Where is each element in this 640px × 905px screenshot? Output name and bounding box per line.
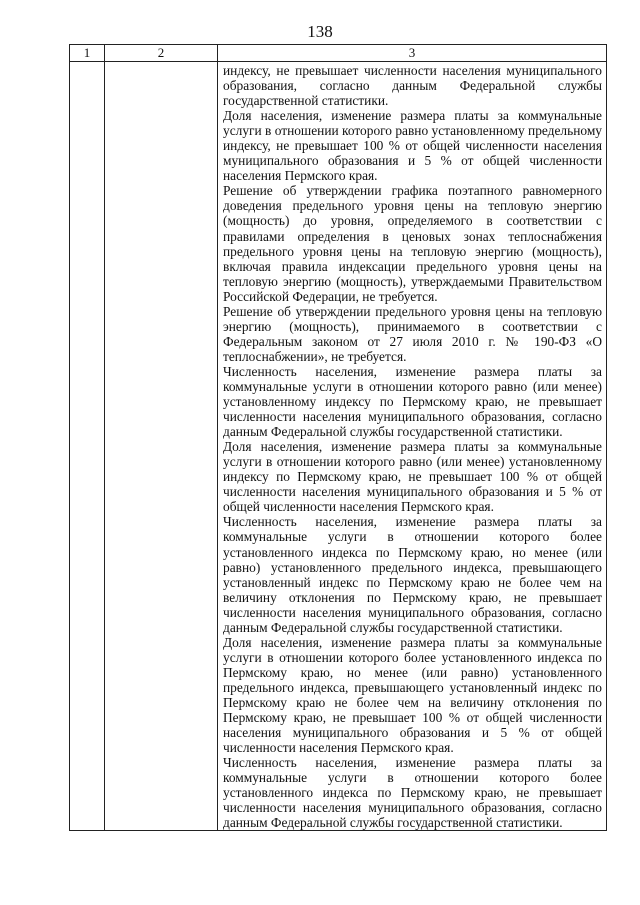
paragraph: Доля населения, изменение размера платы за коммунальные услуги в отношении которого равно установленному предельному индексу, не превышает 100 % от общей численности населения муниципального образования и 5 % от общей численности населения Пермского края.	[223, 108, 602, 184]
table-cell-col3	[218, 62, 607, 831]
paragraph: Доля населения, изменение размера платы за коммунальные услуги в отношении которого равно (или менее) установленному индексу по Пермскому краю, не превышает 100 % от общей численности населения муниципального образования и 5 % от общей численности населения Пермского края.	[223, 439, 602, 515]
table-cell-col1	[70, 62, 105, 831]
page-number: 138	[307, 22, 333, 41]
paragraph: Численность населения, изменение размера платы за коммунальные услуги в отношении которого равно (или менее) установленному индексу по Пермскому краю, не превышает численности населения муниципального образования, согласно данным Федеральной службы государственной статистики.	[223, 363, 602, 440]
column-header-1: 1	[70, 45, 105, 62]
document-table	[69, 44, 607, 831]
table-cell-col2	[105, 62, 218, 831]
paragraph: Решение об утверждении графика поэтапного равномерного доведения предельного уровня цены на тепловую энергию (мощность) до уровня, определяемого в соответствии с правилами определения в ценовых зонах теплоснабжения предельного уровня цены на тепловую энергию (мощность), включая правила индексации предельного уровня цены на тепловую энергию (мощность), утверждаемыми Правительством Российской Федерации, не требуется.	[223, 183, 602, 304]
paragraph: Численность населения, изменение размера платы за коммунальные услуги в отношении которого более установленного индекса по Пермскому краю, не превышает численности населения муниципального образования, согласно данным Федеральной службы государственной статистики.	[223, 755, 602, 831]
column-header-3: 3	[218, 45, 607, 62]
paragraph: Доля населения, изменение размера платы за коммунальные услуги в отношении которого более установленного индекса по Пермскому краю, но менее (или равно) установленного предельного индекса, превышающего установленный индекс по Пермскому краю не более чем на величину отклонения по Пермскому краю, не превышает 100 % от общей численности населения муниципального образования и 5 % от общей численности населения Пермского края.	[223, 634, 602, 756]
paragraph: индексу, не превышает численности населения муниципального образования, согласно данным Федеральной службы государственной статистики.	[223, 63, 602, 109]
table-header-row	[70, 45, 607, 62]
paragraph: Решение об утверждении предельного уровня цены на тепловую энергию (мощность), принимаемого в соответствии с Федеральным законом от 27 июля 2010 г. № 190-ФЗ «О теплоснабжении», не требуется.	[223, 303, 602, 364]
paragraph: Численность населения, изменение размера платы за коммунальные услуги в отношении которого более установленного индекса по Пермскому краю, но менее (или равно) установленного предельного индекса, превышающего установленный индекс по Пермскому краю не более чем на величину отклонения по Пермскому краю, не превышает численности населения муниципального образования, согласно данным Федеральной службы государственной статистики.	[223, 514, 602, 635]
table-row	[70, 62, 607, 831]
column-header-2: 2	[105, 45, 218, 62]
